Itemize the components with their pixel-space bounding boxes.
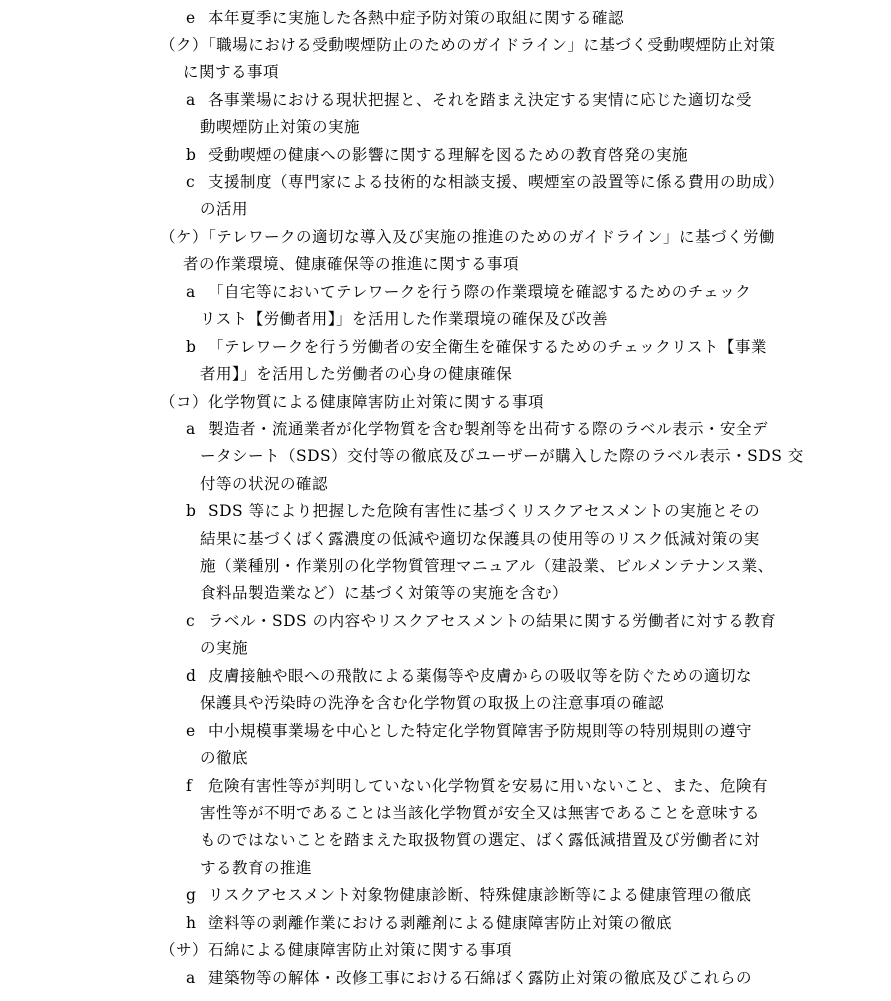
item-text: 結果に基づくばく露濃度の低減や適切な保護具の使用等のリスク低減対策の実 bbox=[200, 530, 760, 548]
section-heading-text: 者の作業環境、健康確保等の推進に関する事項 bbox=[183, 255, 520, 273]
item-marker: a bbox=[186, 420, 196, 438]
section-ku-heading-cont bbox=[183, 61, 279, 83]
item-a-cont bbox=[200, 445, 804, 467]
item-text: 各事業場における現状把握と、それを踏まえ決定する実情に応じた適切な受 bbox=[208, 91, 753, 109]
item-text: 支援制度（専門家による技術的な相談支援、喫煙室の設置等に係る費用の助成） bbox=[208, 173, 785, 191]
item-f bbox=[186, 775, 768, 797]
item-marker: g bbox=[186, 886, 197, 904]
item-marker: a bbox=[186, 969, 196, 987]
item-marker: c bbox=[186, 612, 196, 630]
item-f-cont bbox=[200, 802, 760, 824]
item-text: 付等の状況の確認 bbox=[200, 475, 329, 493]
item-text: ータシート（SDS）交付等の徹底及びユーザーが購入した際のラベル表示・SDS 交 bbox=[200, 447, 804, 465]
item-text: 食料品製造業など）に基づく対策等の実施を含む） bbox=[200, 584, 569, 602]
item-a bbox=[186, 418, 768, 440]
item-d-cont bbox=[200, 692, 664, 714]
item-e-heat bbox=[186, 7, 624, 29]
item-text: 「テレワークを行う労働者の安全衛生を確保するためのチェックリスト【事業 bbox=[208, 338, 767, 356]
item-b-cont bbox=[200, 363, 512, 385]
item-marker: d bbox=[186, 667, 197, 685]
item-e bbox=[186, 720, 752, 742]
item-b bbox=[186, 500, 760, 522]
item-marker: f bbox=[186, 777, 193, 795]
item-b-cont bbox=[200, 582, 568, 604]
item-text: 建築物等の解体・改修工事における石綿ばく露防止対策の徹底及びこれらの bbox=[208, 969, 753, 987]
item-marker: c bbox=[186, 173, 196, 191]
item-b bbox=[186, 336, 767, 358]
item-marker: b bbox=[186, 146, 197, 164]
item-b-cont bbox=[200, 555, 774, 577]
item-f-cont bbox=[200, 829, 760, 851]
item-a-cont bbox=[200, 308, 608, 330]
item-a bbox=[186, 967, 752, 989]
section-heading-text: に関する事項 bbox=[183, 63, 280, 81]
item-a-cont bbox=[200, 473, 328, 495]
section-ke-heading bbox=[160, 226, 775, 248]
section-sa-heading bbox=[160, 939, 512, 961]
item-d bbox=[186, 665, 752, 687]
item-text: 危険有害性等が判明していない化学物質を安易に用いないこと、また、危険有 bbox=[208, 777, 769, 795]
item-c-cont bbox=[200, 198, 248, 220]
item-text: 害性等が不明であることは当該化学物質が安全又は無害であることを意味する bbox=[200, 804, 761, 822]
item-text: の徹底 bbox=[200, 749, 249, 767]
item-f-cont bbox=[200, 857, 312, 879]
item-a bbox=[186, 281, 751, 303]
item-text: 塗料等の剥離作業における剥離剤による健康障害防止対策の徹底 bbox=[208, 914, 673, 932]
section-ko-heading bbox=[160, 391, 544, 413]
item-b bbox=[186, 144, 688, 166]
item-c-cont bbox=[200, 637, 248, 659]
item-text: 製造者・流通業者が化学物質を含む製剤等を出荷する際のラベル表示・安全デ bbox=[208, 420, 769, 438]
item-text: 施（業種別・作業別の化学物質管理マニュアル（建設業、ビルメンテナンス業、 bbox=[200, 557, 774, 575]
item-text: 保護具や汚染時の洗浄を含む化学物質の取扱上の注意事項の確認 bbox=[200, 694, 665, 712]
item-marker: b bbox=[186, 502, 197, 520]
item-e-cont bbox=[200, 747, 248, 769]
section-ke-heading-cont bbox=[183, 253, 519, 275]
item-text: リスクアセスメント対象物健康診断、特殊健康診断等による健康管理の徹底 bbox=[208, 886, 752, 904]
section-heading-text: （サ）石綿による健康障害防止対策に関する事項 bbox=[160, 941, 513, 959]
item-marker: a bbox=[186, 91, 196, 109]
item-text: 動喫煙防止対策の実施 bbox=[200, 118, 361, 136]
section-heading-text: （コ）化学物質による健康障害防止対策に関する事項 bbox=[160, 393, 545, 411]
item-marker: h bbox=[186, 914, 197, 932]
item-text: リスト【労働者用】」を活用した作業環境の確保及び改善 bbox=[200, 310, 608, 328]
item-marker: a bbox=[186, 283, 196, 301]
item-text: 「自宅等においてテレワークを行う際の作業環境を確認するためのチェック bbox=[208, 283, 752, 301]
item-text: 者用】」を活用した労働者の心身の健康確保 bbox=[200, 365, 513, 383]
section-heading-text: （ク）「職場における受動喫煙防止のためのガイドライン」に基づく受動喫煙防止対策 bbox=[160, 36, 776, 54]
item-marker: e bbox=[186, 722, 196, 740]
item-text: の活用 bbox=[200, 200, 249, 218]
item-text: 受動喫煙の健康への影響に関する理解を図るための教育啓発の実施 bbox=[208, 146, 689, 164]
item-text: 本年夏季に実施した各熱中症予防対策の取組に関する確認 bbox=[208, 9, 625, 27]
item-text: する教育の推進 bbox=[200, 859, 313, 877]
item-c bbox=[186, 171, 784, 193]
item-text: ラベル・SDS の内容やリスクアセスメントの結果に関する労働者に対する教育 bbox=[208, 612, 777, 630]
item-c bbox=[186, 610, 776, 632]
section-heading-text: （ケ）「テレワークの適切な導入及び実施の推進のためのガイドライン」に基づく労働 bbox=[160, 228, 776, 246]
item-text: の実施 bbox=[200, 639, 249, 657]
item-b-cont bbox=[200, 528, 760, 550]
item-text: ものではないことを踏まえた取扱物質の選定、ばく露低減措置及び労働者に対 bbox=[200, 831, 761, 849]
item-a bbox=[186, 89, 752, 111]
item-text: 皮膚接触や眼への飛散による薬傷等や皮膚からの吸収等を防ぐための適切な bbox=[208, 667, 753, 685]
item-text: 中小規模事業場を中心とした特定化学物質障害予防規則等の特別規則の遵守 bbox=[208, 722, 753, 740]
item-g bbox=[186, 884, 752, 906]
item-text: SDS 等により把握した危険有害性に基づくリスクアセスメントの実施とその bbox=[208, 502, 761, 520]
section-ku-heading bbox=[160, 34, 775, 56]
item-marker: b bbox=[186, 338, 197, 356]
item-marker: e bbox=[186, 9, 196, 27]
item-h bbox=[186, 912, 672, 934]
item-a-cont bbox=[200, 116, 360, 138]
